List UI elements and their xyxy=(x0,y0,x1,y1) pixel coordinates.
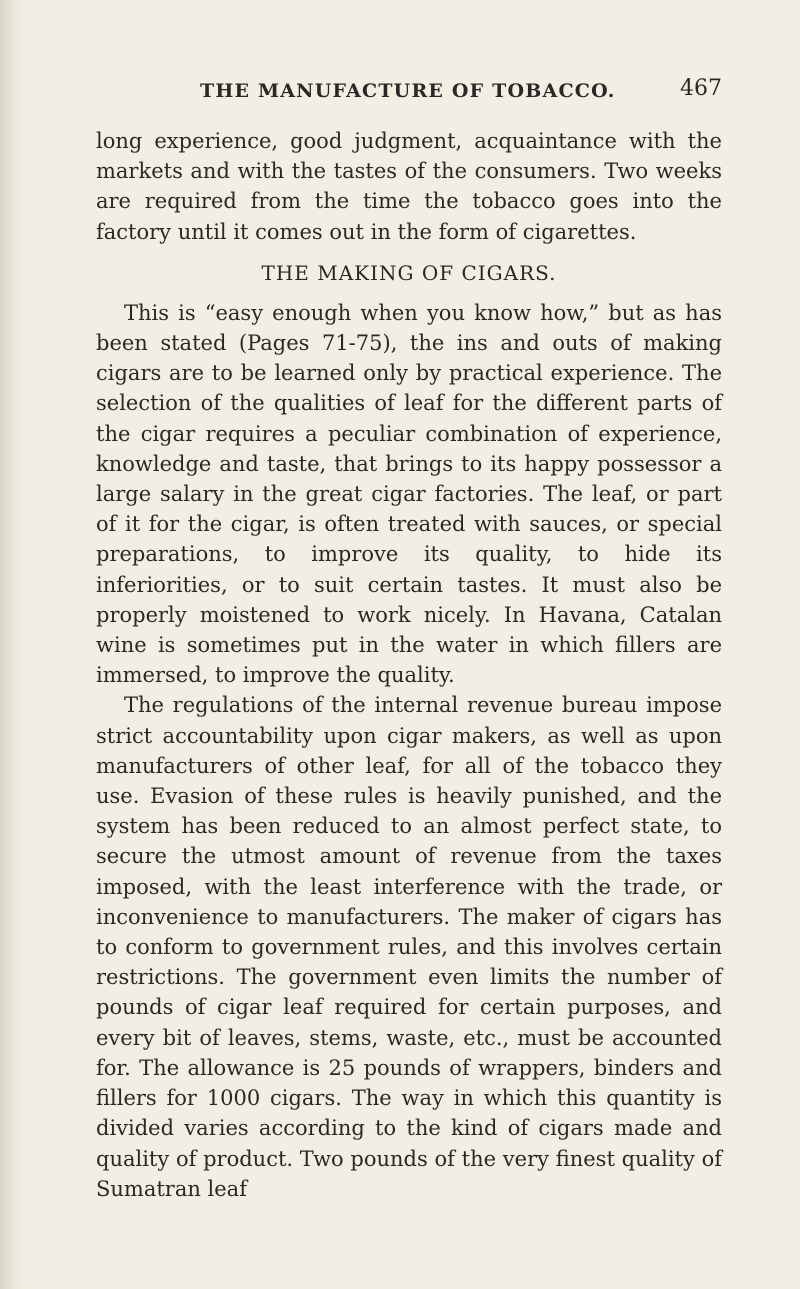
section-heading: THE MAKING OF CIGARS. xyxy=(261,260,557,285)
paragraph-making-of-cigars: This is “easy enough when you know how,” but as has been stated (Pages 71-75), the ins and outs of making cigars are to be learned only by practical experience. The selection of the qualities of leaf for the different parts of the cigar requires a peculiar combination of experience, knowledge and taste, that brings to its happy possessor a large salary in the great cigar factories. The leaf, or part of it for the cigar, is often treated with sauces, or special preparations, to improve its quality, to hide its inferiorities, or to suit certain tastes. It must also be properly moistened to work nicely. In Havana, Catalan wine is sometimes put in the water in which fillers are immersed, to improve the quality. xyxy=(96,300,722,688)
page-number: 467 xyxy=(680,76,722,101)
book-page xyxy=(96,76,722,1204)
page-edge-shadow xyxy=(0,0,22,1289)
opening-paragraph: long experience, good judgment, acquaintance with the markets and with the tastes of the consumers. Two weeks are required from the time the tobacco goes into the factory until it comes out in the form of cigarettes. xyxy=(96,129,722,244)
running-title: THE MANUFACTURE OF TOBACCO. xyxy=(200,80,616,102)
running-head xyxy=(96,76,722,106)
paragraph-internal-revenue: The regulations of the internal revenue bureau impose strict accountability upon cigar makers, as well as upon manufacturers of other leaf, for all of the tobacco they use. Evasion of these rules is heavily punished, and the system has been reduced to an almost perfect state, to secure the utmost amount of revenue from the taxes imposed, with the least interference with the trade, or inconvenience to manufacturers. The maker of cigars has to conform to government rules, and this involves certain restrictions. The government even limits the number of pounds of cigar leaf required for certain purposes, and every bit of leaves, stems, waste, etc., must be accounted for. The allowance is 25 pounds of wrappers, binders and fillers for 1000 cigars. The way in which this quantity is divided varies according to the kind of cigars made and quality of product. Two pounds of the very finest quality of Sumatran leaf xyxy=(96,693,722,1201)
